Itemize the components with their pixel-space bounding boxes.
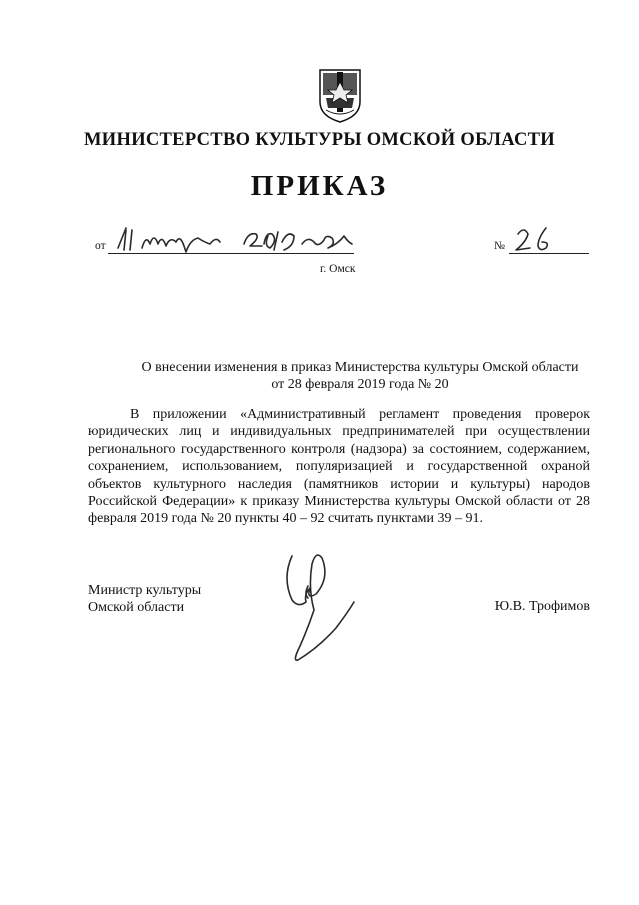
handwritten-signature-icon	[278, 548, 358, 670]
omsk-coat-of-arms-icon	[318, 68, 362, 124]
order-body-paragraph: В приложении «Административный регламент проведения проверок юридических лиц и индивидуальных предпринимателей при осуществлении регионального государственного контроля (надзора) за состоянием, содержанием, сохранением, использованием, популяризацией и государственной охраной объектов культурного наследия (памятников истории и культуры) народов Российской Федерации» к приказу Министерства культуры Омской области от 28 февраля 2019 года № 20 пункты 40 – 92 считать пунктами 39 – 91.	[88, 407, 590, 527]
handwritten-number	[512, 222, 562, 256]
signer-position-line-2: Омской области	[88, 600, 185, 615]
number-prefix-label: №	[494, 240, 505, 252]
city-label: г. Омск	[320, 263, 356, 275]
ministry-name: МИНИСТЕРСТВО КУЛЬТУРЫ ОМСКОЙ ОБЛАСТИ	[84, 130, 555, 150]
document-title: ПРИКАЗ	[250, 170, 389, 202]
handwritten-date	[112, 222, 362, 256]
order-subject: О внесении изменения в приказ Министерства культуры Омской области от 28 февраля 2019 года № 20	[141, 360, 579, 392]
signer-position-line-1: Министр культуры	[88, 583, 202, 598]
date-prefix-label: от	[95, 240, 106, 252]
signer-position	[88, 582, 288, 616]
signer-name: Ю.В. Трофимов	[494, 599, 590, 614]
